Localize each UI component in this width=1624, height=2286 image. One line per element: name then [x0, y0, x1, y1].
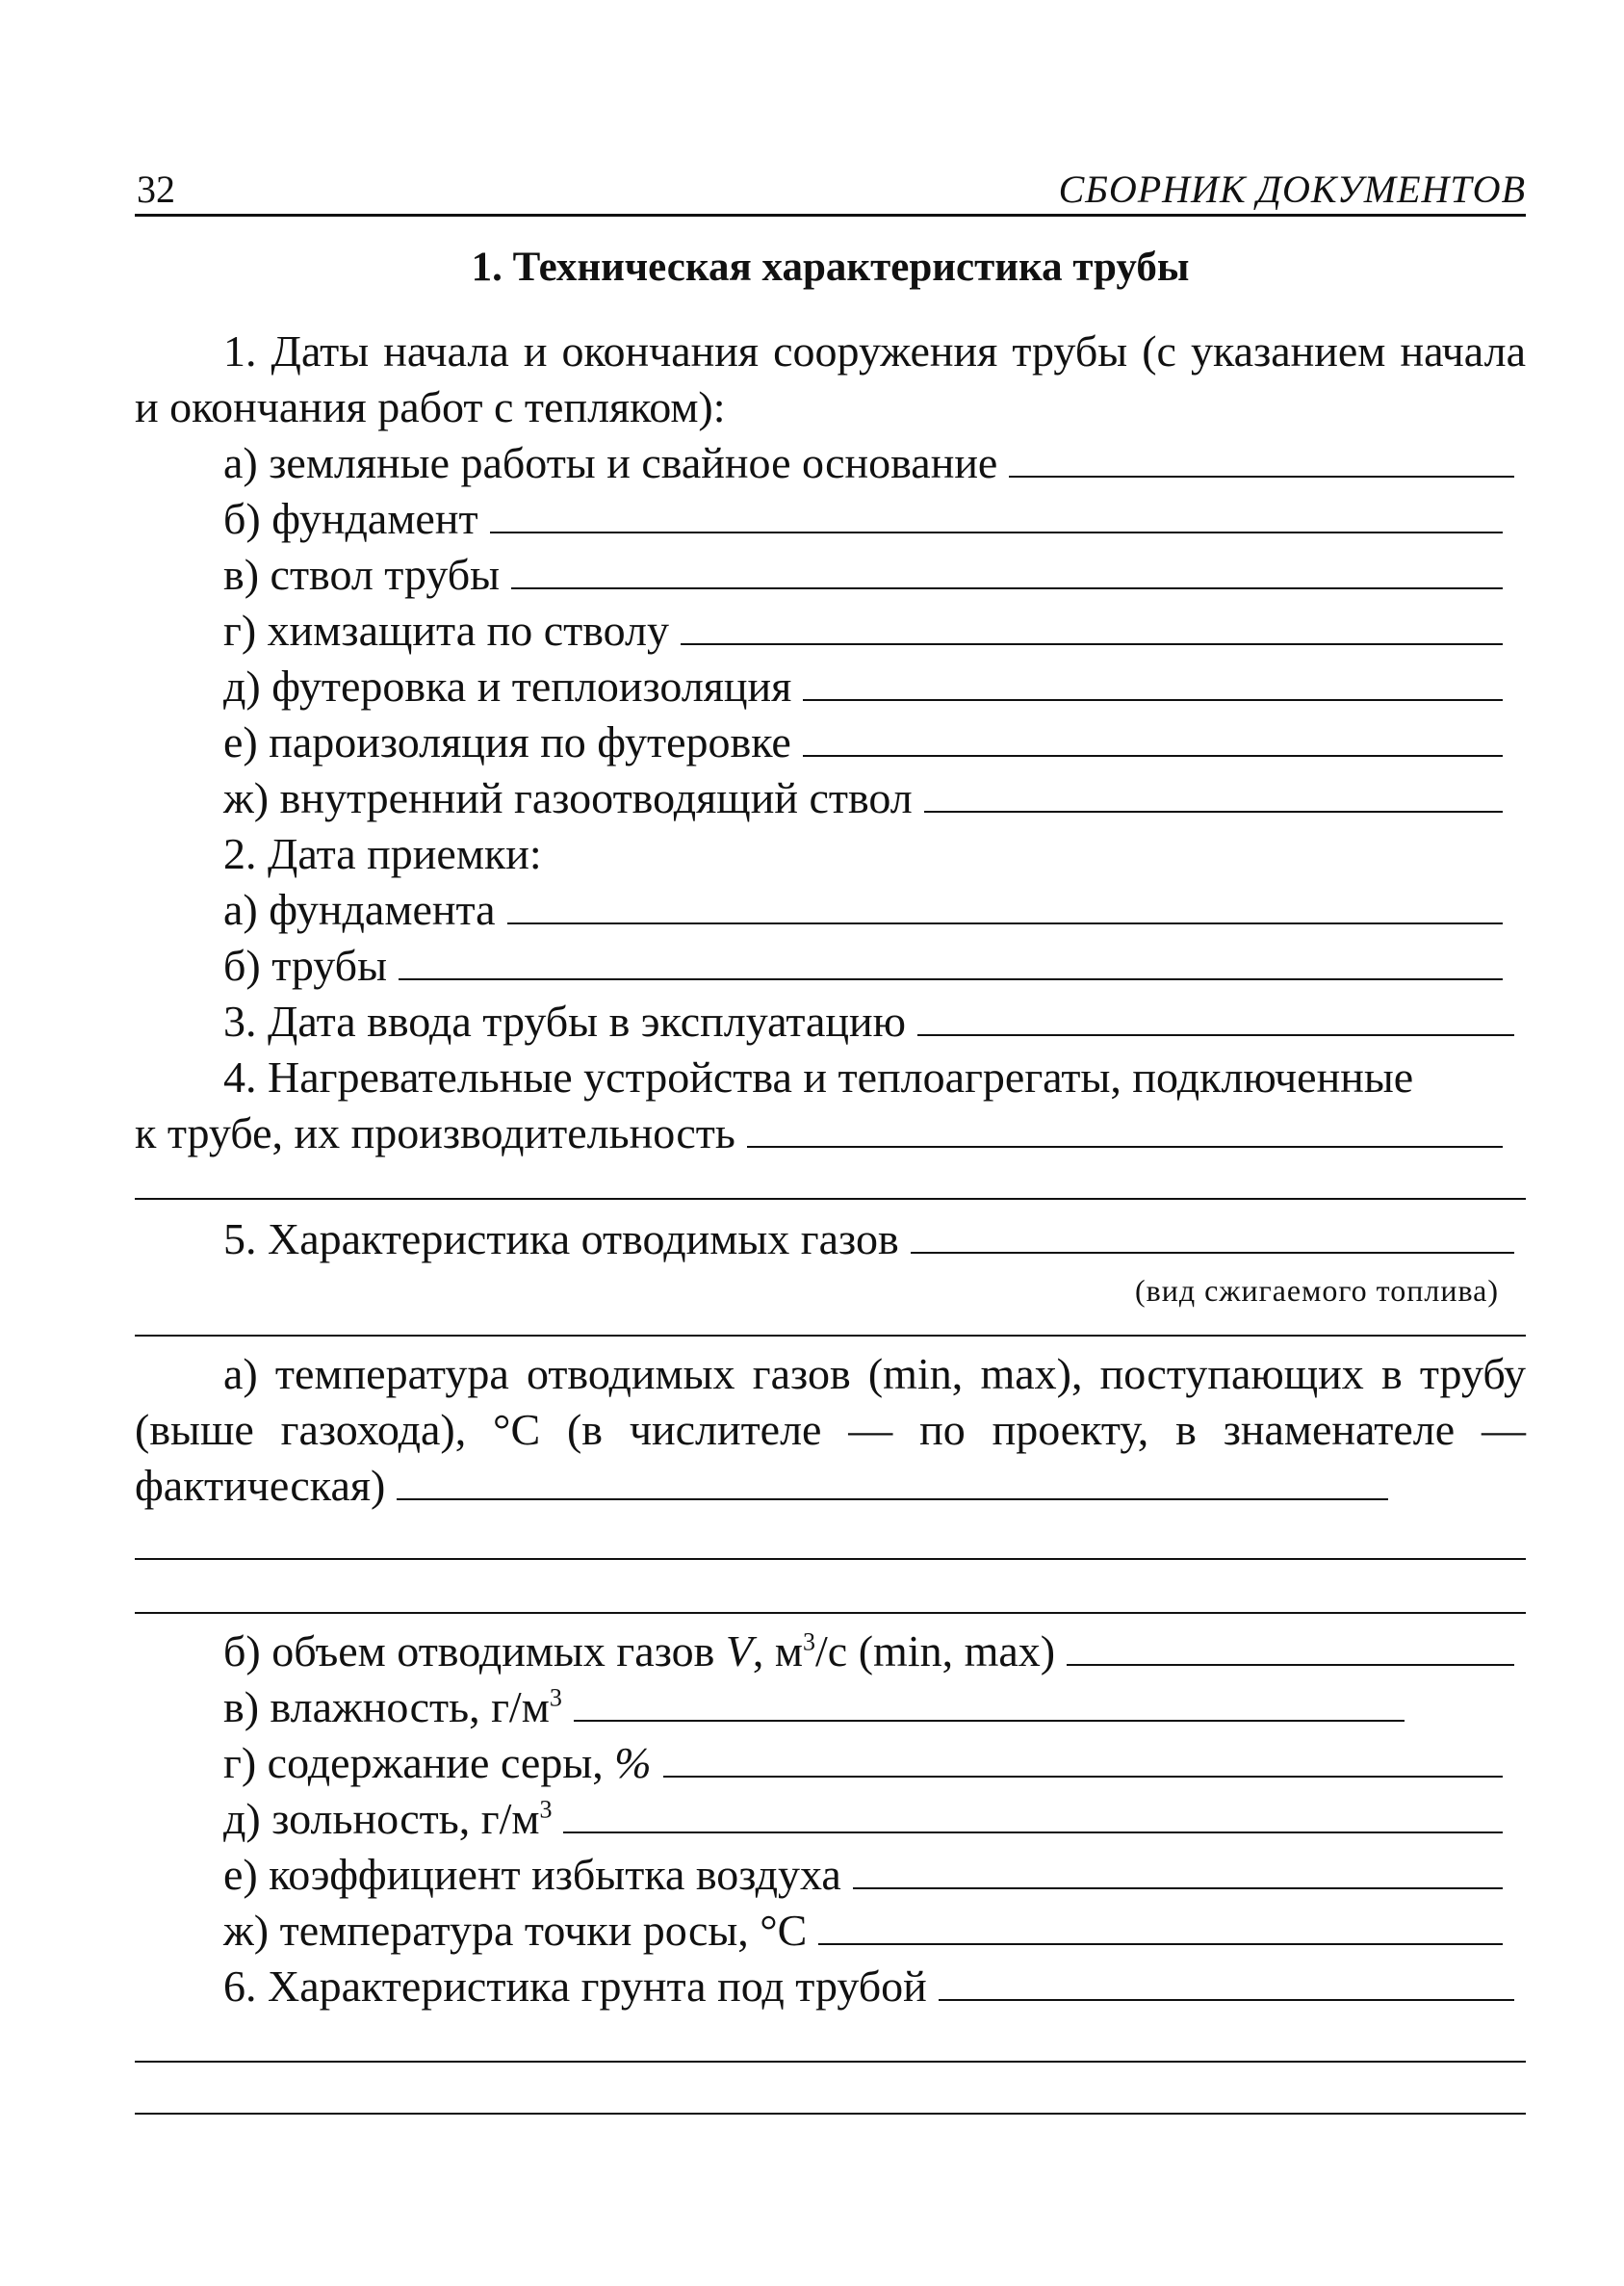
field-3-label: 3. Дата ввода трубы в эксплуатацию	[223, 997, 907, 1046]
field-1v	[135, 547, 1526, 603]
field-5zh-label: ж) температура точки росы, °С	[223, 1906, 808, 1955]
field-5e-label: е) коэффициент избытка воздуха	[223, 1850, 841, 1899]
field-2a-blank	[507, 892, 1503, 924]
superscript-3: 3	[539, 1795, 553, 1824]
field-5b-unit: , м	[752, 1626, 804, 1676]
field-5g-text: г) содержание серы,	[223, 1738, 615, 1787]
field-1zh	[135, 770, 1526, 826]
field-1d	[135, 659, 1526, 714]
field-6-blank	[939, 1968, 1514, 2001]
percent-sign: %	[614, 1738, 652, 1787]
field-3-blank	[917, 1003, 1514, 1036]
field-6	[135, 1959, 1526, 2014]
field-5g-label	[135, 1735, 652, 1791]
field-5d-text: д) зольность, г/м	[223, 1794, 540, 1843]
field-5v-text: в) влажность, г/м	[223, 1682, 550, 1731]
field-1v-blank	[511, 557, 1503, 589]
field-2a-label: а) фундамента	[223, 885, 496, 934]
field-1d-blank	[803, 668, 1503, 701]
item-4-line1: 4. Нагревательные устройства и теплоагрегаты, подключенные	[223, 1052, 1414, 1102]
field-1a-label: а) земляные работы и свайное основание	[223, 438, 998, 487]
field-1e-blank	[803, 724, 1503, 757]
field-5g	[135, 1735, 1526, 1791]
field-5zh	[135, 1903, 1526, 1959]
field-5g-blank	[663, 1745, 1503, 1778]
field-6-label: 6. Характеристика грунта под трубой	[223, 1961, 927, 2011]
field-2a	[135, 882, 1526, 938]
field-1b-label: б) фундамент	[223, 494, 478, 543]
field-5e-blank	[853, 1857, 1503, 1889]
fuel-type-caption: (вид сжигаемого топлива)	[1134, 1273, 1499, 1308]
field-5d	[135, 1791, 1526, 1847]
field-2b	[135, 938, 1526, 994]
item-1-text: 1. Даты начала и окончания сооружения трубы (с указанием начала и окончания работ с тепляком):	[135, 326, 1526, 431]
field-5b-label	[135, 1624, 1055, 1679]
field-5e	[135, 1847, 1526, 1903]
field-5d-label	[135, 1791, 552, 1847]
blank-line	[135, 1161, 1526, 1200]
field-4-blank	[747, 1115, 1503, 1148]
field-1v-label: в) ствол трубы	[223, 550, 501, 599]
field-1g-blank	[681, 612, 1503, 645]
document-page	[135, 154, 1526, 2115]
field-2b-blank	[399, 948, 1503, 980]
volume-symbol: V	[725, 1626, 753, 1676]
field-5a-blank	[397, 1469, 1388, 1500]
blank-line	[135, 1308, 1526, 1337]
field-5b-suffix: /с (min, max)	[815, 1626, 1056, 1676]
field-1e	[135, 714, 1526, 770]
field-1a	[135, 435, 1526, 491]
superscript-3: 3	[549, 1683, 562, 1712]
running-title: СБОРНИК ДОКУМЕНТОВ	[1058, 168, 1526, 211]
field-1d-label: д) футеровка и теплоизоляция	[223, 662, 792, 711]
blank-line	[135, 2063, 1526, 2115]
field-3	[135, 994, 1526, 1050]
item-2-text: 2. Дата приемки:	[223, 829, 542, 878]
page-header	[135, 154, 1526, 217]
field-4-label: к трубе, их производительность	[135, 1108, 735, 1157]
field-1zh-label: ж) внутренний газоотводящий ствол	[223, 773, 913, 822]
field-1zh-blank	[924, 780, 1503, 813]
field-5b-text: б) объем отводимых газов	[223, 1626, 726, 1676]
field-5-label: 5. Характеристика отводимых газов	[223, 1214, 899, 1263]
field-5	[135, 1211, 1526, 1267]
superscript-3: 3	[803, 1627, 816, 1656]
field-5b-blank	[1067, 1633, 1514, 1666]
field-5v-label	[135, 1679, 562, 1735]
item-5a-text	[135, 1346, 1526, 1514]
page-number: 32	[137, 168, 175, 211]
field-5v-blank	[574, 1689, 1405, 1722]
field-5-blank	[911, 1221, 1514, 1254]
blank-line	[135, 1514, 1526, 1560]
blank-line	[135, 2014, 1526, 2063]
blank-line	[135, 1560, 1526, 1614]
section-title: 1. Техническая характеристика трубы	[471, 245, 1190, 290]
field-1g-label: г) химзащита по стволу	[223, 606, 670, 655]
item-5a-label: а) температура отводимых газов (min, max), поступающих в трубу (выше газохода), °С (в числителе — по проекту, в знаменателе — фактическая)	[135, 1349, 1526, 1510]
field-5b	[135, 1624, 1526, 1679]
field-5v	[135, 1679, 1526, 1735]
field-5d-blank	[563, 1801, 1503, 1833]
field-4	[135, 1105, 1526, 1161]
field-1a-blank	[1009, 445, 1514, 478]
field-1e-label: е) пароизоляция по футеровке	[223, 717, 791, 766]
field-2b-label: б) трубы	[223, 941, 387, 990]
field-1b-blank	[490, 501, 1503, 533]
field-1b	[135, 491, 1526, 547]
field-1g	[135, 603, 1526, 659]
field-5zh-blank	[818, 1912, 1503, 1945]
